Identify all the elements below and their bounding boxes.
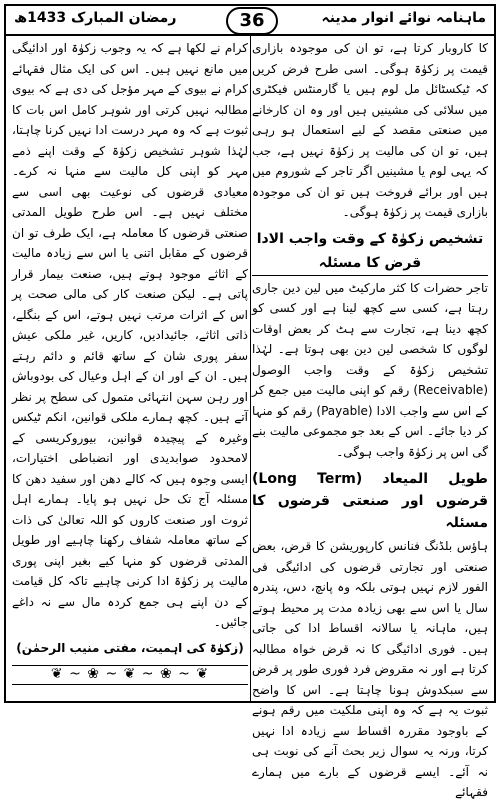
right-column xyxy=(252,38,488,799)
page-number: 36 xyxy=(226,7,278,35)
paragraph: کا کاروبار کرتا ہے، تو ان کی موجودہ بازاری قیمت پر زکوٰۃ ہوگی۔ اسی طرح فرض کریں کہ ٹیکسٹائل مل لوم ہیں یا گارمنٹس فیکٹری میں سلائی کی مشینیں ہیں اور وہ ان کارخانے میں صنعتی مقصد کے لیے استعمال ہو رہی ہیں، تو ان کی مالیت پر زکوٰۃ نہیں ہے، جب کہ یہی لوم یا مشینیں اگر تاجر کے شوروم میں ہیں اور برائے فروخت ہیں تو ان کی موجودہ بازاری قیمت پر زکوٰۃ ہوگی۔ xyxy=(252,41,488,219)
page-header xyxy=(6,6,494,36)
paragraph: ہاؤس بلڈنگ فنانس کارپوریشن کا قرض، بعض صنعتی اور تجارتی قرضوں کی ادائیگی فی الفور لازم نہیں ہوتی بلکہ وہ پانچ، دس، پندرہ سال یا اس سے بھی زیادہ مدت پر محیط ہوتے ہیں، ماہانہ یا سالانہ اقساط ادا کی جاتی ہیں۔ فوری ادائیگی کا نہ قرض خواہ مطالبہ کرتا ہے اور نہ مقروض فرد فوری طور پر قرض سے سبکدوش ہونا چاہتا ہے۔ اس کا واضح ثبوت یہ ہے کہ وہ اپنی ملکیت میں رقم ہونے کے باوجود مقررہ اقساط سے زیادہ ادا نہیں کرتا، ورنہ یہ سوال زیر بحث آنے کی نوبت ہی نہ آئے۔ ایسے قرضوں کے بارے میں ہمارے فقہائے xyxy=(252,539,488,799)
magazine-name: ماہنامہ نوائے انوار مدینہ xyxy=(321,10,486,26)
column-divider xyxy=(250,36,251,702)
left-column xyxy=(12,38,248,698)
source-citation: (زکوٰۃ کی اہمیت، مفتی منیب الرحمٰن) xyxy=(16,640,244,655)
paragraph: تاجر حضرات کا کثر مارکیٹ میں لین دین جاری رہتا ہے، کسی سے کچھ لینا ہے اور کسی کو کچھ دینا ہے، تجارت سے ہٹ کر بعض اوقات لوگوں کا شخصی لین دین بھی ہوتا ہے۔ لہٰذا تشخیص زکوٰۃ کے وقت واجب الوصول (Receivable) رقم کو اپنی مالیت میں جمع کر کے اس سے واجب الادا (Payable) رقم کو منہا کر دیا جائے۔ اس کے بعد جو مجموعی مالیت بنے گی اس پر زکوٰۃ واجب ہوگی۔ xyxy=(252,280,488,459)
magazine-page xyxy=(4,4,496,799)
ornament-divider: ❦ ~ ❀ ~ ❦ ~ ❀ ~ ❦ xyxy=(12,665,248,685)
section-heading: طویل المیعاد (Long Term) قرضوں اور صنعتی قرضوں کا مسئلہ xyxy=(252,471,488,531)
issue-date: رمضان المبارک 1433ھ xyxy=(14,10,177,26)
section-heading: تشخیص زکوٰۃ کے وقت واجب الادا قرض کا مسئلہ xyxy=(252,227,488,276)
paragraph: کرام نے لکھا ہے کہ یہ وجوب زکوٰۃ اور ادائیگی میں مانع نہیں ہیں۔ اس کی ایک مثال فقہائے کرام نے بیوی کے مہر مؤجل کی دی ہے کہ بیوی مطالبہ نہیں کرتی اور شوہر کامل اس بات کا ثبوت ہے کہ وہ مہر درست ادا نہیں کرنا چاہتا، لہٰذا شوہر تشخیص زکوٰۃ کے وقت اپنے ذمے مہر کو اپنی کل مالیت سے منہا نہ کرے۔ معیادی قرضوں کی نوعیت بھی اسی سے مختلف نہیں ہے۔ اس طرح طویل المدتی صنعتی قرضوں کا معاملہ ہے، ایک طرف تو ان قرضوں کے مقابل اتنی یا اس سے زیادہ مالیت کے اثاثے موجود ہوتے ہیں، صنعت بیمار قرار پاتی ہے۔ لیکن صنعت کار کی مالی صحت پر اس کے اثرات مرتب نہیں ہوتے، اس کے بنگلے، ذاتی اثاثے، جائیدادیں، کاریں، غیر ملکی عیش سفر پوری شان کے ساتھ قائم و دائم رہتے ہیں۔ ان کے اور ان کے اہل وعیال کی بودوباش اور رہن سہن انتہائی متمول کی سطح پر نظر آتے ہیں۔ کچھ ہمارے ملکی قوانین، انکم ٹیکس وغیرہ کے پیچیدہ قوانین، بیوروکریسی کے لامحدود صوابدیدی اور انضباطی اختیارات، ایسی وجوہ ہیں کہ کالے دھن اور سفید دھن کا مسئلہ آج تک حل نہیں ہو پایا۔ ہمارے اہل ثروت اور صنعت کاروں کو اللہ تعالیٰ کی ذات کے ساتھ معاملہ شفاف رکھنا چاہیے اور طویل المدتی قرضوں کو منہا کیے بغیر اپنی پوری مالیت پر زکوٰۃ ادا کرنی چاہیے تاکہ کل قیامت کے دن اپنے ہی جمع کردہ مال سے نہ داغے جائیں۔ xyxy=(12,41,248,629)
